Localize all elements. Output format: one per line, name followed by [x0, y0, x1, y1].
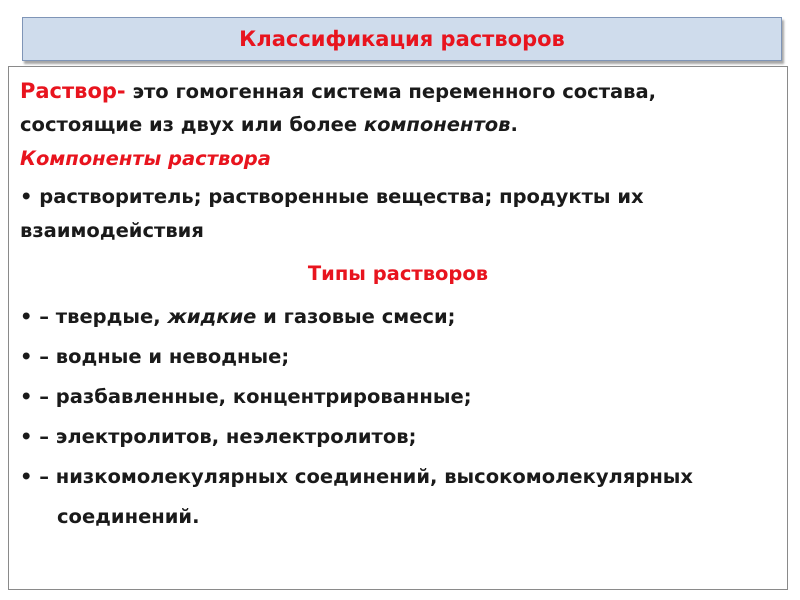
types-item-3-text: – разбавленные, концентрированные;: [32, 385, 472, 408]
types-item-4-text: – электролитов, неэлектролитов;: [32, 425, 417, 448]
types-item-1-italic: жидкие: [167, 305, 257, 328]
bullet-marker: •: [20, 385, 33, 408]
definition-term: Раствор-: [20, 79, 126, 103]
types-item-1-prefix: – твердые,: [32, 305, 168, 328]
bullet-marker: •: [20, 345, 33, 368]
components-text-1: растворитель; растворенные вещества; продукты их: [32, 185, 644, 208]
types-item-5-continuation: соединений.: [57, 505, 200, 528]
title-banner: [22, 17, 782, 61]
types-item-2: [20, 345, 289, 368]
slide-title: Классификация растворов: [239, 27, 565, 51]
components-line-2: взаимодействия: [20, 219, 204, 242]
types-heading: Типы растворов: [307, 262, 489, 285]
bullet-marker: •: [20, 185, 33, 208]
types-item-1-suffix: и газовые смеси;: [256, 305, 456, 328]
definition-text-2: состоящие из двух или более: [20, 113, 364, 136]
definition-text-1: это гомогенная система переменного состава,: [125, 80, 657, 103]
bullet-marker: •: [20, 305, 33, 328]
bullet-marker: •: [20, 425, 33, 448]
types-item-5-text: – низкомолекулярных соединений, высокомолекулярных: [32, 465, 694, 488]
types-item-1: [20, 305, 455, 328]
types-item-2-text: – водные и неводные;: [32, 345, 290, 368]
types-item-4: [20, 425, 416, 448]
components-heading: Компоненты раствора: [20, 147, 271, 170]
content-panel: [8, 66, 788, 590]
definition-text-2-italic: компонентов: [363, 113, 511, 136]
types-item-5: [20, 465, 693, 488]
definition-line-1: [20, 79, 656, 103]
bullet-marker: •: [20, 465, 33, 488]
definition-text-2-end: .: [510, 113, 518, 136]
components-line-1: [20, 185, 644, 208]
types-item-3: [20, 385, 472, 408]
definition-line-2: [20, 113, 518, 136]
